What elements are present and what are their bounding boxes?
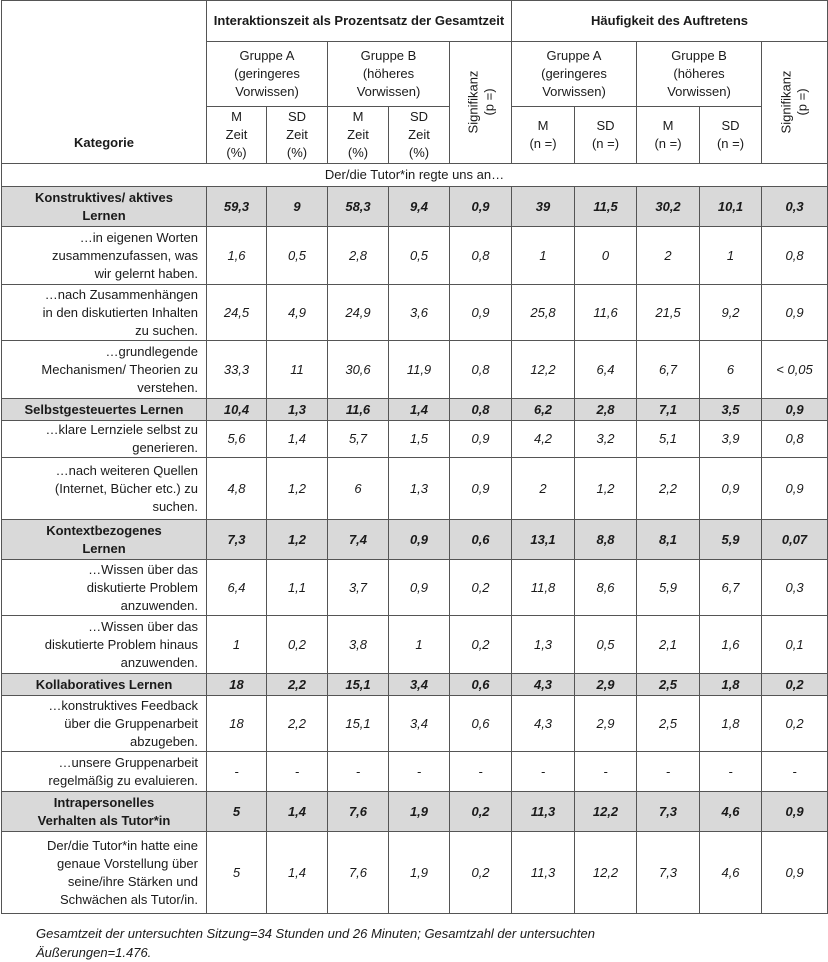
value-cell: 0,6 xyxy=(450,520,512,560)
value-cell: 0,3 xyxy=(762,560,828,616)
value-cell: 7,3 xyxy=(637,792,700,832)
category-row xyxy=(2,187,828,227)
item-label: …konstruktives Feedback über die Gruppenarbeit abzugeben. xyxy=(2,696,207,752)
value-cell: 2,2 xyxy=(637,458,700,520)
value-cell: 1,4 xyxy=(267,421,328,458)
value-cell: 2 xyxy=(637,227,700,285)
value-cell: 0,2 xyxy=(450,560,512,616)
value-cell: 1,1 xyxy=(267,560,328,616)
item-label: …Wissen über das diskutierte Problem hinaus anzuwenden. xyxy=(2,616,207,674)
value-cell: 39 xyxy=(512,187,575,227)
value-cell: 11,3 xyxy=(512,792,575,832)
value-cell: 6 xyxy=(328,458,389,520)
value-cell: 6,7 xyxy=(637,341,700,399)
value-cell: 30,2 xyxy=(637,187,700,227)
value-cell: 0,3 xyxy=(762,187,828,227)
category-label: Intrapersonelles Verhalten als Tutor*in xyxy=(2,792,207,832)
value-cell: 4,6 xyxy=(700,832,762,914)
item-label: Der/die Tutor*in hatte eine genaue Vorstellung über seine/ihre Stärken und Schwächen als Tutor/in. xyxy=(2,832,207,914)
value-cell: < 0,05 xyxy=(762,341,828,399)
item-row xyxy=(2,421,828,458)
item-label: …nach Zusammenhängen in den diskutierten Inhalten zu suchen. xyxy=(2,285,207,341)
value-cell: 0,8 xyxy=(762,421,828,458)
value-cell: 1,4 xyxy=(267,792,328,832)
item-row xyxy=(2,458,828,520)
value-cell: - xyxy=(267,752,328,792)
value-cell: 1,2 xyxy=(575,458,637,520)
value-cell: 3,5 xyxy=(700,399,762,421)
item-label: …unsere Gruppenarbeit regelmäßig zu evaluieren. xyxy=(2,752,207,792)
value-cell: 0,8 xyxy=(450,399,512,421)
value-cell: 59,3 xyxy=(207,187,267,227)
value-cell: 0,9 xyxy=(762,792,828,832)
value-cell: 3,9 xyxy=(700,421,762,458)
value-cell: 7,6 xyxy=(328,832,389,914)
value-cell: 0,9 xyxy=(450,458,512,520)
value-cell: 1,4 xyxy=(389,399,450,421)
item-row xyxy=(2,285,828,341)
value-cell: 9 xyxy=(267,187,328,227)
value-cell: 2,9 xyxy=(575,696,637,752)
category-label: Selbstgesteuertes Lernen xyxy=(2,399,207,421)
item-label: …grundlegende Mechanismen/ Theorien zu verstehen. xyxy=(2,341,207,399)
item-row xyxy=(2,752,828,792)
value-cell: 11,6 xyxy=(328,399,389,421)
freq-a-sd-header: SD (n =) xyxy=(575,107,637,164)
value-cell: 5,6 xyxy=(207,421,267,458)
value-cell: 0,9 xyxy=(389,520,450,560)
value-cell: 3,2 xyxy=(575,421,637,458)
value-cell: 7,1 xyxy=(637,399,700,421)
item-row xyxy=(2,696,828,752)
table-footnote: Gesamtzeit der untersuchten Sitzung=34 Stunden und 26 Minuten; Gesamtzahl der untersuchten Äußerungen=1.476. xyxy=(36,926,595,960)
value-cell: 6,2 xyxy=(512,399,575,421)
value-cell: 11,9 xyxy=(389,341,450,399)
value-cell: 2,2 xyxy=(267,674,328,696)
value-cell: - xyxy=(700,752,762,792)
value-cell: 9,4 xyxy=(389,187,450,227)
value-cell: 24,5 xyxy=(207,285,267,341)
value-cell: 5,9 xyxy=(637,560,700,616)
value-cell: 3,4 xyxy=(389,696,450,752)
item-row xyxy=(2,341,828,399)
value-cell: 1,6 xyxy=(700,616,762,674)
value-cell: - xyxy=(575,752,637,792)
time-b-sd-header: SD Zeit (%) xyxy=(389,107,450,164)
value-cell: 2,5 xyxy=(637,696,700,752)
value-cell: 6,4 xyxy=(575,341,637,399)
value-cell: 7,4 xyxy=(328,520,389,560)
value-cell: 1,8 xyxy=(700,674,762,696)
value-cell: 0,2 xyxy=(450,792,512,832)
value-cell: 4,6 xyxy=(700,792,762,832)
time-a-mean-header: M Zeit (%) xyxy=(207,107,267,164)
value-cell: 1,8 xyxy=(700,696,762,752)
value-cell: 10,4 xyxy=(207,399,267,421)
value-cell: 11,6 xyxy=(575,285,637,341)
value-cell: 4,2 xyxy=(512,421,575,458)
value-cell: 12,2 xyxy=(575,832,637,914)
value-cell: 4,9 xyxy=(267,285,328,341)
value-cell: 0,2 xyxy=(267,616,328,674)
value-cell: 12,2 xyxy=(512,341,575,399)
value-cell: 5,1 xyxy=(637,421,700,458)
value-cell: 3,6 xyxy=(389,285,450,341)
value-cell: 11,5 xyxy=(575,187,637,227)
value-cell: 5,9 xyxy=(700,520,762,560)
value-cell: 0,8 xyxy=(762,227,828,285)
value-cell: 0,5 xyxy=(389,227,450,285)
category-label: Kontextbezogenes Lernen xyxy=(2,520,207,560)
value-cell: 1,9 xyxy=(389,832,450,914)
value-cell: 0,1 xyxy=(762,616,828,674)
category-row xyxy=(2,792,828,832)
value-cell: 3,4 xyxy=(389,674,450,696)
value-cell: 1,4 xyxy=(267,832,328,914)
time-a-sd-header: SD Zeit (%) xyxy=(267,107,328,164)
value-cell: 0,9 xyxy=(389,560,450,616)
value-cell: - xyxy=(450,752,512,792)
value-cell: 0,9 xyxy=(450,285,512,341)
value-cell: 0,8 xyxy=(450,227,512,285)
value-cell: 1,3 xyxy=(512,616,575,674)
value-cell: 8,8 xyxy=(575,520,637,560)
frequency-group-header: Häufigkeit des Auftretens xyxy=(512,1,828,42)
value-cell: 25,8 xyxy=(512,285,575,341)
value-cell: 5 xyxy=(207,792,267,832)
value-cell: 0,9 xyxy=(700,458,762,520)
value-cell: 7,3 xyxy=(207,520,267,560)
value-cell: 11,3 xyxy=(512,832,575,914)
value-cell: 9,2 xyxy=(700,285,762,341)
value-cell: 21,5 xyxy=(637,285,700,341)
value-cell: 24,9 xyxy=(328,285,389,341)
value-cell: 3,8 xyxy=(328,616,389,674)
value-cell: 18 xyxy=(207,696,267,752)
category-label: Konstruktives/ aktives Lernen xyxy=(2,187,207,227)
value-cell: 15,1 xyxy=(328,696,389,752)
time-b-mean-header: M Zeit (%) xyxy=(328,107,389,164)
value-cell: - xyxy=(512,752,575,792)
time-group-header: Interaktionszeit als Prozentsatz der Gesamtzeit xyxy=(207,1,512,42)
value-cell: 1 xyxy=(207,616,267,674)
category-row xyxy=(2,399,828,421)
value-cell: 2,9 xyxy=(575,674,637,696)
value-cell: 0,2 xyxy=(762,696,828,752)
item-label: …klare Lernziele selbst zu generieren. xyxy=(2,421,207,458)
item-label: …nach weiteren Quellen (Internet, Bücher etc.) zu suchen. xyxy=(2,458,207,520)
value-cell: 0,9 xyxy=(762,399,828,421)
value-cell: 11,8 xyxy=(512,560,575,616)
time-significance-header: Signifikanz (p =) xyxy=(450,42,512,164)
value-cell: 0,9 xyxy=(762,458,828,520)
value-cell: 1,6 xyxy=(207,227,267,285)
value-cell: 7,6 xyxy=(328,792,389,832)
value-cell: 10,1 xyxy=(700,187,762,227)
value-cell: - xyxy=(328,752,389,792)
value-cell: 0,2 xyxy=(762,674,828,696)
item-row xyxy=(2,227,828,285)
category-label: Kollaboratives Lernen xyxy=(2,674,207,696)
value-cell: 0,9 xyxy=(762,285,828,341)
freq-b-mean-header: M (n =) xyxy=(637,107,700,164)
value-cell: 5 xyxy=(207,832,267,914)
value-cell: 5,7 xyxy=(328,421,389,458)
value-cell: 1,2 xyxy=(267,520,328,560)
freq-group-b-header: Gruppe B (höheres Vorwissen) xyxy=(637,42,762,107)
value-cell: 1 xyxy=(389,616,450,674)
value-cell: 7,3 xyxy=(637,832,700,914)
freq-group-a-header: Gruppe A (geringeres Vorwissen) xyxy=(512,42,637,107)
value-cell: 0,2 xyxy=(450,832,512,914)
item-label: …Wissen über das diskutierte Problem anzuwenden. xyxy=(2,560,207,616)
value-cell: - xyxy=(637,752,700,792)
freq-a-mean-header: M (n =) xyxy=(512,107,575,164)
time-group-b-header: Gruppe B (höheres Vorwissen) xyxy=(328,42,450,107)
value-cell: 0,6 xyxy=(450,696,512,752)
value-cell: - xyxy=(207,752,267,792)
value-cell: 0,9 xyxy=(450,421,512,458)
value-cell: 0,07 xyxy=(762,520,828,560)
value-cell: 0,6 xyxy=(450,674,512,696)
value-cell: 4,3 xyxy=(512,696,575,752)
item-row xyxy=(2,560,828,616)
value-cell: 2,2 xyxy=(267,696,328,752)
category-row xyxy=(2,520,828,560)
value-cell: 1,3 xyxy=(267,399,328,421)
table-body xyxy=(2,164,828,914)
value-cell: 58,3 xyxy=(328,187,389,227)
category-row xyxy=(2,674,828,696)
value-cell: - xyxy=(389,752,450,792)
value-cell: 1,2 xyxy=(267,458,328,520)
value-cell: 8,6 xyxy=(575,560,637,616)
results-table xyxy=(1,0,828,914)
value-cell: 1,9 xyxy=(389,792,450,832)
value-cell: 2,8 xyxy=(328,227,389,285)
value-cell: 0,9 xyxy=(450,187,512,227)
value-cell: 3,7 xyxy=(328,560,389,616)
value-cell: 13,1 xyxy=(512,520,575,560)
value-cell: 6 xyxy=(700,341,762,399)
value-cell: 2,5 xyxy=(637,674,700,696)
value-cell: 0,5 xyxy=(267,227,328,285)
value-cell: 2,1 xyxy=(637,616,700,674)
table-subheader: Der/die Tutor*in regte uns an… xyxy=(2,164,828,187)
freq-b-sd-header: SD (n =) xyxy=(700,107,762,164)
value-cell: 30,6 xyxy=(328,341,389,399)
value-cell: 1 xyxy=(700,227,762,285)
item-label: …in eigenen Worten zusammenzufassen, was wir gelernt haben. xyxy=(2,227,207,285)
value-cell: 15,1 xyxy=(328,674,389,696)
item-row xyxy=(2,616,828,674)
value-cell: 2,8 xyxy=(575,399,637,421)
value-cell: 4,8 xyxy=(207,458,267,520)
value-cell: 0,2 xyxy=(450,616,512,674)
value-cell: 2 xyxy=(512,458,575,520)
item-row xyxy=(2,832,828,914)
value-cell: 1 xyxy=(512,227,575,285)
value-cell: 12,2 xyxy=(575,792,637,832)
value-cell: 4,3 xyxy=(512,674,575,696)
category-header: Kategorie xyxy=(2,1,207,164)
value-cell: 8,1 xyxy=(637,520,700,560)
freq-significance-header: Signifikanz (p =) xyxy=(762,42,828,164)
value-cell: 0 xyxy=(575,227,637,285)
time-group-a-header: Gruppe A (geringeres Vorwissen) xyxy=(207,42,328,107)
value-cell: 1,3 xyxy=(389,458,450,520)
value-cell: 6,7 xyxy=(700,560,762,616)
value-cell: 0,8 xyxy=(450,341,512,399)
value-cell: 1,5 xyxy=(389,421,450,458)
value-cell: 0,9 xyxy=(762,832,828,914)
value-cell: 6,4 xyxy=(207,560,267,616)
value-cell: 33,3 xyxy=(207,341,267,399)
value-cell: 0,5 xyxy=(575,616,637,674)
value-cell: 18 xyxy=(207,674,267,696)
value-cell: - xyxy=(762,752,828,792)
value-cell: 11 xyxy=(267,341,328,399)
